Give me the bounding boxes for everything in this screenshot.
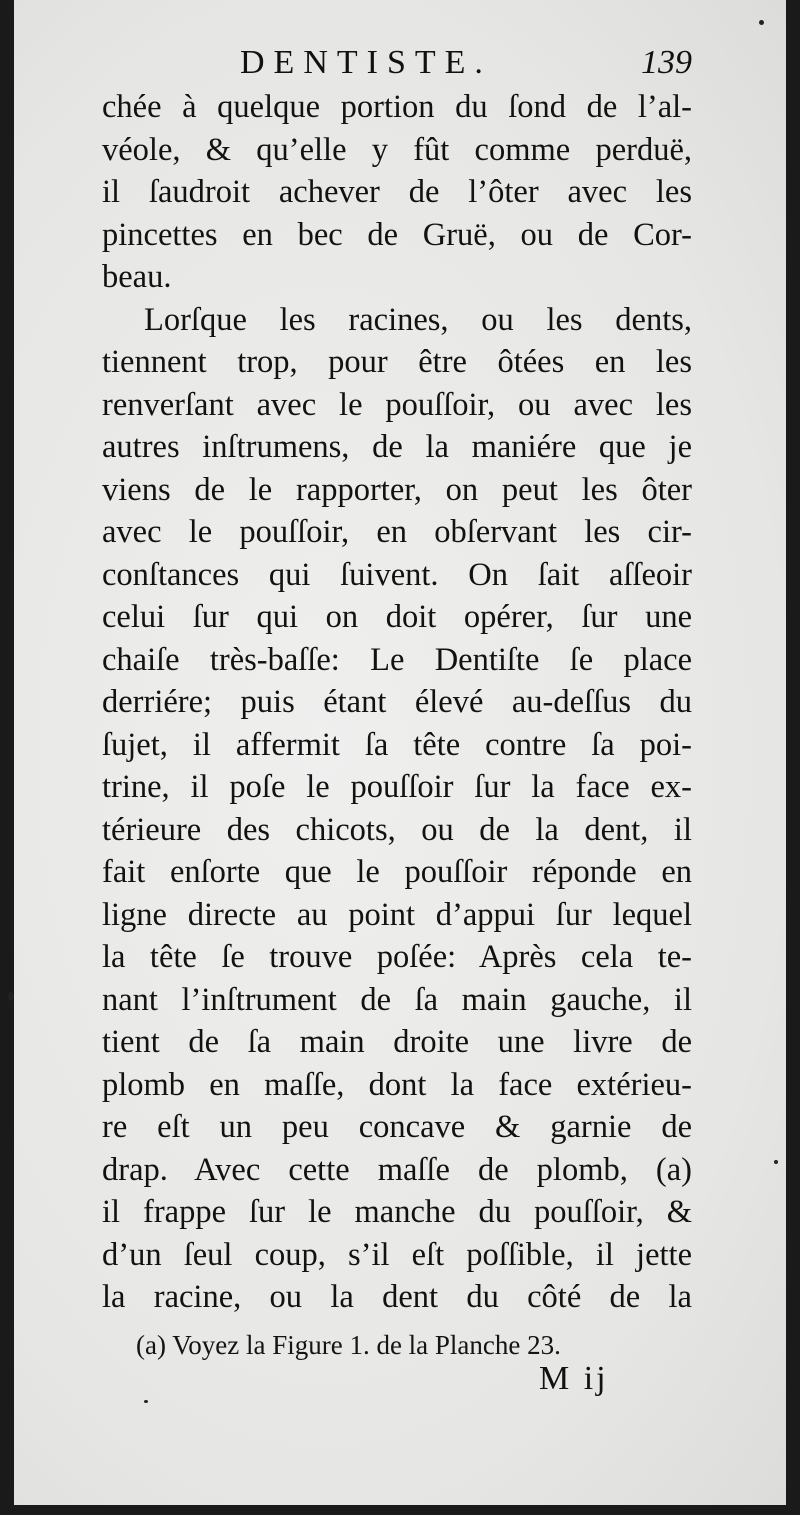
text-line: il ſaudroit achever de l’ôter avec les	[102, 174, 692, 210]
text-line: térieure des chicots, ou de la dent, il	[102, 811, 692, 848]
running-head	[102, 44, 692, 92]
ink-speck	[8, 992, 14, 1001]
text-line: chée à quelque portion du ſond de l’al-	[102, 89, 692, 125]
book-page	[14, 0, 786, 1505]
text-line: drap. Avec cette maſſe de plomb, (a)	[102, 1151, 692, 1188]
text-line: fait enſorte que le pouſſoir réponde en	[102, 854, 692, 890]
text-line: la racine, ou la dent du côté de la	[102, 1279, 692, 1315]
text-line: conſtances qui ſuivent. On ſait aſſeoir	[102, 556, 692, 593]
text-line: beau.	[102, 259, 172, 295]
footnote: (a) Voyez la Figure 1. de la Planche 23.	[136, 1330, 561, 1360]
text-line: renverſant avec le pouſſoir, ou avec les	[102, 386, 692, 423]
text-line: il frappe ſur le manche du pouſſoir, &	[102, 1194, 692, 1230]
page-number: 139	[641, 44, 692, 81]
text-line: trine, il poſe le pouſſoir ſur la face ex-	[102, 769, 692, 805]
body-text	[102, 86, 692, 1319]
text-line: celui ſur qui on doit opérer, ſur une	[102, 599, 692, 635]
running-title: DENTISTE.	[240, 44, 492, 81]
text-line: tiennent trop, pour être ôtées en les	[102, 344, 692, 380]
text-line: ligne directe au point d’appui ſur lequel	[102, 896, 692, 933]
signature-mark: M ij	[539, 1360, 609, 1397]
text-line: pincettes en bec de Gruë, ou de Cor-	[102, 216, 692, 253]
text-line: la tête ſe trouve poſée: Après cela te-	[102, 939, 692, 975]
ink-speck	[774, 1160, 778, 1164]
text-line: nant l’inſtrument de ſa main gauche, il	[102, 981, 692, 1018]
text-line: chaiſe très-baſſe: Le Dentiſte ſe place	[102, 641, 692, 678]
text-line: tient de ſa main droite une livre de	[102, 1024, 692, 1060]
text-line: véole, & qu’elle y fût comme perduë,	[102, 131, 692, 168]
text-line: d’un ſeul coup, s’il eſt poſſible, il jette	[102, 1236, 692, 1273]
ink-speck	[759, 20, 764, 25]
text-line: plomb en maſſe, dont la face extérieu-	[102, 1066, 692, 1103]
text-line: Lorſque les racines, ou les dents,	[144, 301, 692, 338]
text-line: autres inſtrumens, de la maniére que je	[102, 429, 692, 465]
text-line: viens de le rapporter, on peut les ôter	[102, 471, 692, 508]
text-line: derriére; puis étant élevé au-deſſus du	[102, 684, 692, 720]
ink-speck	[144, 1400, 148, 1403]
text-line: avec le pouſſoir, en obſervant les cir-	[102, 514, 692, 550]
text-line: re eſt un peu concave & garnie de	[102, 1109, 692, 1145]
text-line: ſujet, il affermit ſa tête contre ſa poi-	[102, 726, 692, 763]
